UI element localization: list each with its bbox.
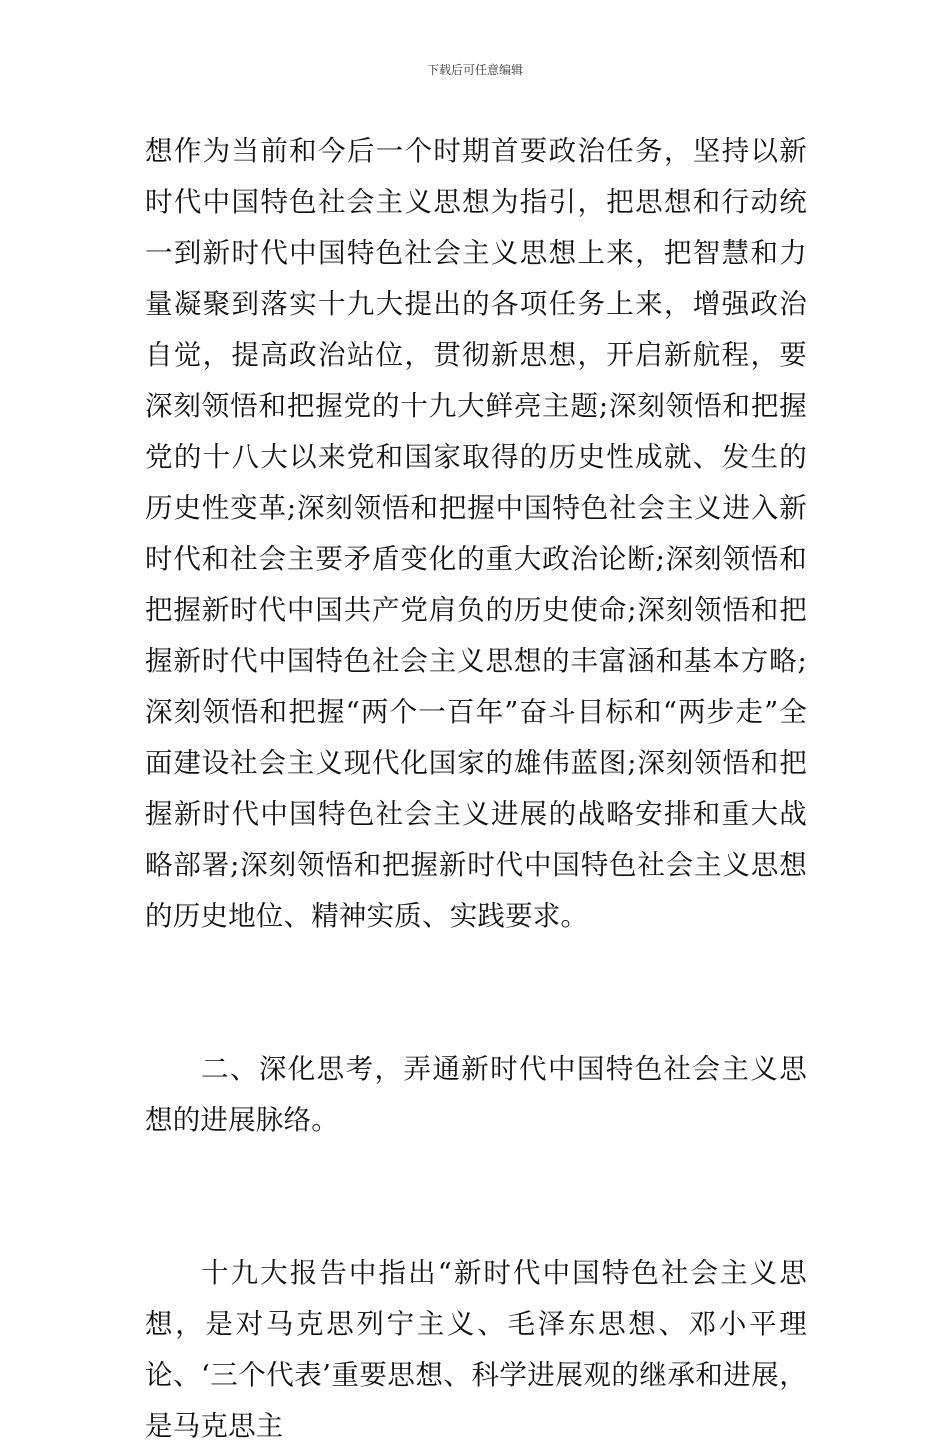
paragraph-spacer — [145, 942, 807, 1044]
body-paragraph-1: 想作为当前和今后一个时期首要政治任务，坚持以新时代中国特色社会主义思想为指引，把思想和行动统一到新时代中国特色社会主义思想上来，把智慧和力量凝聚到落实十九大提出的各项任务上来，增强政治自觉，提高政治站位，贯彻新思想，开启新航程，要深刻领悟和把握党的十九大鲜亮主题;深刻领悟和把握党的十八大以来党和国家取得的历史性成就、发生的历史性变革;深刻领悟和把握中国特色社会主义进入新时代和社会主要矛盾变化的重大政治论断;深刻领悟和把握新时代中国共产党肩负的历史使命;深刻领悟和把握新时代中国特色社会主义思想的丰富涵和基本方略;深刻领悟和把握“两个一百年”奋斗目标和“两步走”全面建设社会主义现代化国家的雄伟蓝图;深刻领悟和把握新时代中国特色社会主义进展的战略安排和重大战略部署;深刻领悟和把握新时代中国特色社会主义思想的历史地位、精神实质、实践要求。 — [145, 135, 807, 932]
page-header: 下载后可任意编辑 — [426, 63, 523, 77]
paragraph-spacer — [145, 1146, 807, 1248]
body-paragraph-3: 十九大报告中指出“新时代中国特色社会主义思想，是对马克思列宁主义、毛泽东思想、邓小平理论、‘三个代表’重要思想、科学进展观的继承和进展，是马克思主 — [145, 1257, 807, 1442]
document-body — [145, 126, 807, 1452]
section-heading-2: 二、深化思考，弄通新时代中国特色社会主义思想的进展脉络。 — [145, 1053, 807, 1136]
